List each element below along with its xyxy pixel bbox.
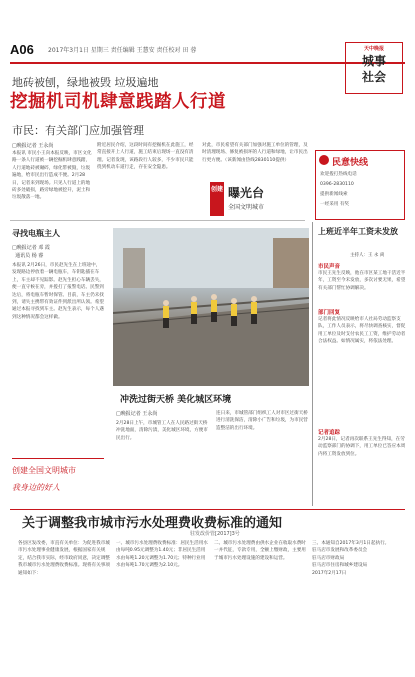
tag-dept-reply: 部门回复 bbox=[318, 310, 341, 316]
page-number: A06 bbox=[10, 42, 34, 57]
section-name-2: 社会 bbox=[361, 70, 386, 84]
hotline-line-4: 一经采用 有奖 bbox=[320, 202, 350, 207]
notice-col3: 二、城市污水处理费由供水企业在收取水费时一并代征，专款专用，全额上缴财政，主要用于城市污水处理设施的建设和运营。 bbox=[214, 541, 306, 561]
phone-icon bbox=[319, 155, 329, 165]
civic-create-label: 创建 bbox=[210, 182, 224, 216]
photo-caption-title: 冲洗过街天桥 美化城区环境 bbox=[120, 395, 232, 405]
hotline-box bbox=[315, 150, 405, 220]
notice-rule bbox=[10, 509, 405, 510]
tag-reporter-follow: 记者追踪 bbox=[318, 430, 341, 436]
right-body-3: 2月28日，记者再次联系王先生得知，在劳动监察部门的协调下，用工单位已答应本周内将工资发放到位。 bbox=[318, 437, 406, 457]
notice-col2: 一、城市污水处理费收费标准：居民生活用水由每吨0.95元调整为1.40元；非居民生活用水由每吨1.20元调整为1.70元；特种行业用水由每吨1.70元调整为2.10元。 bbox=[116, 541, 208, 569]
news-photo bbox=[113, 228, 309, 386]
lead-body-col1: 本报讯 市民小王向本报反映，市区文化路一条人行道被一辆挖掘机肆意践踏，人行道地砖被碾碎，绿化带被毁，垃圾遍地，给市民出行造成不便。2月28日，记者来到现场。只见人行道上的地砖多处破损，路旁绿地被挖开，泥土和垃圾散落一地。 bbox=[12, 151, 92, 201]
photo-caption-body2: 连日来，市城管部门组织工人对市区过街天桥进行清洗保洁，清除小广告和垃圾，为市民营造整洁的出行环境。 bbox=[216, 411, 308, 431]
notice-col1: 各县区发改委，市直有关单位：为促进我市城市污水处理事业健康发展，根据国家有关规定，结合我市实际，经市政府同意，决定调整我市城市污水处理费收费标准。现将有关事项通知如下： bbox=[18, 541, 110, 576]
photo-caption-body: 2月28日上午，市城管工人在人民路过街天桥冲洗地面，清除污渍，美化城区环境，方便市民出行。 bbox=[116, 421, 208, 441]
right-body-2: 记者将此情况反映给市人社局劳动监察支队，工作人员表示，将尽快调查核实，督促用工单位及时支付农民工工资，维护劳动者合法权益。如情况属实，将依法处理。 bbox=[318, 317, 406, 345]
photo-scene bbox=[113, 228, 309, 386]
section-logo bbox=[345, 42, 403, 94]
hotline-line-1: 欢迎拨打热线电话 bbox=[320, 172, 357, 177]
right-body-1: 市民王先生反映，他在市区某工地干活近半年，工资至今未发放，多次讨要无果，希望有关部门帮忙协调解决。 bbox=[318, 271, 406, 291]
second-body: 本报讯 2月26日，市民赵先生在上班途中，发现路边停放着一辆电瓶车，车钥匙插在车上，车主却不见踪影。赵先生担心车辆丢失，便一直守候在旁，并拨打了报警电话。民警到达后，将电瓶车暂时保管。目前，车主仍未找到，请失主携带有效证件到派出所认领。希望通过本报寻找到车主。赵先生表示，每个人遇到这种情况都会这样做。 bbox=[12, 263, 104, 320]
photo-byline: □晚报记者 王永尚 bbox=[116, 411, 158, 417]
section-divider bbox=[10, 220, 305, 221]
hotline-line-2: 0396-2830110 bbox=[320, 182, 354, 187]
notice-col4: 三、本通知自2017年3月1日起执行。 驻马店市发展和改革委员会 驻马店市财政局 驻马店市住房和城乡建设局 2017年2月17日 bbox=[312, 541, 390, 576]
civic-banner bbox=[12, 458, 104, 504]
column-divider bbox=[312, 222, 313, 506]
lead-body-col2: 附近居民介绍，这段时间有挖掘机在此施工，经常直接开上人行道，施工结束后现场一直没有清理。记者发现，该路段行人较多，不少市民只能绕到机动车道行走，存在安全隐患。 bbox=[97, 143, 194, 171]
lead-subhead: 市民：有关部门应加强管理 bbox=[12, 124, 144, 137]
exposure-title: 曝光台 bbox=[228, 186, 265, 200]
right-host: 主持人：王 永 尚 bbox=[350, 253, 385, 258]
section-name-1: 城事 bbox=[361, 54, 386, 68]
tag-citizen-voice: 市民声音 bbox=[318, 264, 341, 270]
hotline-line-3: 提供新闻线索 bbox=[320, 192, 348, 197]
right-section-title: 上班近半年工资未发放 bbox=[318, 227, 398, 236]
notice-docno: 驻发改价管[2017]3号 bbox=[190, 531, 240, 537]
notice-title: 关于调整我市城市污水处理费收费标准的通知 bbox=[22, 516, 283, 531]
lead-kicker: 地砖被刨，绿地被毁 垃圾遍地 bbox=[12, 76, 159, 89]
lead-byline: □晚报记者 王永尚 bbox=[12, 143, 54, 149]
dateline: 2017年3月1日 星期三 责任编辑 王慧安 责任校对 田 蓉 bbox=[48, 47, 197, 54]
lead-body-col3: 对此，市民希望有关部门加强对施工单位的管理，及时清理现场、修复被损坏的人行道和绿地，让市民出行更方便。（该新闻由热线2830110提供） bbox=[202, 143, 308, 163]
exposure-subtitle: 全国文明城市 bbox=[228, 204, 265, 211]
civic-exposure-logo bbox=[210, 182, 306, 216]
lead-headline: 挖掘机司机肆意践踏人行道 bbox=[10, 92, 226, 112]
second-byline: □晚报记者 邓 霞 通讯员 杨 睿 bbox=[12, 245, 50, 259]
civic-banner-line2: 我身边的好人 bbox=[12, 483, 60, 492]
civic-banner-line1: 创建全国文明城市 bbox=[12, 466, 76, 475]
hotline-title: 民意快线 bbox=[332, 158, 369, 168]
newspaper-logo: 天中晚报 bbox=[363, 46, 384, 52]
second-title: 寻找电瓶主人 bbox=[12, 229, 60, 238]
